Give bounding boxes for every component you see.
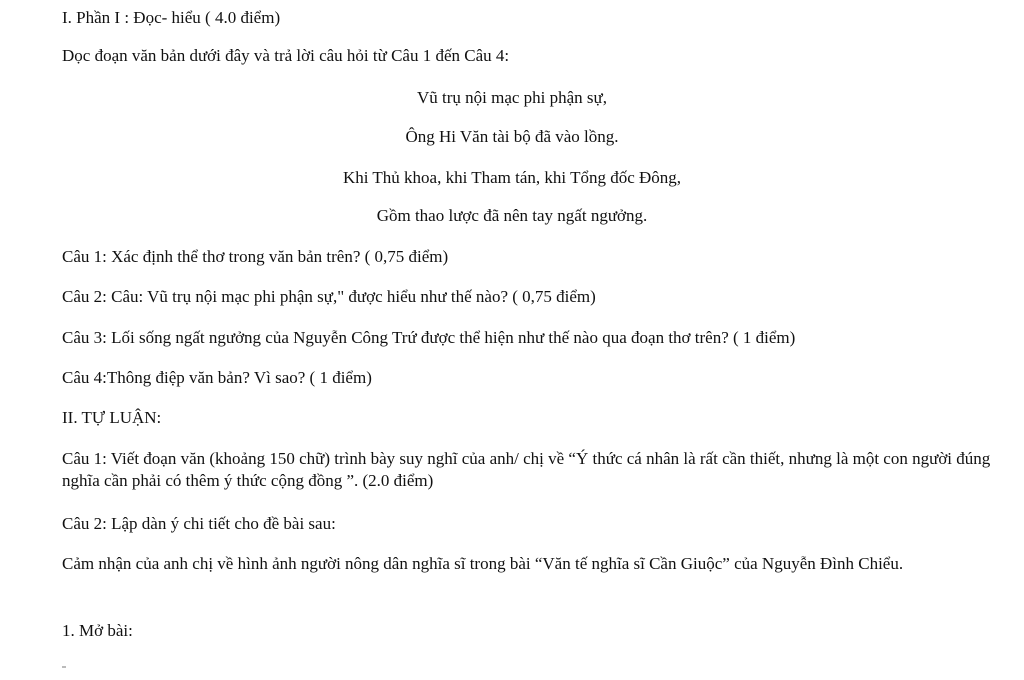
essay-question-2-prompt: Cảm nhận của anh chị về hình ảnh người nông dân nghĩa sĩ trong bài “Văn tế nghĩa sĩ Cần Giuộc” của Nguyễn Đình Chiểu. (62, 554, 904, 573)
essay-question-2: Câu 2: Lập dàn ý chi tiết cho đề bài sau: (62, 514, 336, 533)
reading-instruction: Dọc đoạn văn bản dưới đây và trả lời câu hỏi từ Câu 1 đến Câu 4: (62, 46, 510, 65)
question-3: Câu 3: Lối sống ngất ngưởng của Nguyễn Công Trứ được thể hiện như thế nào qua đoạn thơ trên? ( 1 điểm) (62, 328, 796, 347)
section-1-heading: I. Phần I : Đọc- hiểu ( 4.0 điểm) (62, 8, 281, 27)
poem-line-4: Gồm thao lược đã nên tay ngất ngưởng. (376, 206, 648, 225)
essay-question-1: Câu 1: Viết đoạn văn (khoảng 150 chữ) trình bày suy nghĩ của anh/ chị về “Ý thức cá nhân là rất cần thiết, nhưng là một con người đúng nghĩa cần phải có thêm ý thức cộng đồng ”. (2.0 điểm) (62, 449, 991, 490)
outline-intro-heading: 1. Mở bài: (62, 621, 133, 640)
question-4: Câu 4:Thông điệp văn bản? Vì sao? ( 1 điểm) (62, 368, 372, 387)
scan-artifact-dot (62, 666, 66, 668)
poem-line-2: Ông Hi Văn tài bộ đã vào lồng. (405, 127, 619, 146)
question-1: Câu 1: Xác định thể thơ trong văn bản trên? ( 0,75 điểm) (62, 247, 449, 266)
poem-line-1: Vũ trụ nội mạc phi phận sự, (416, 88, 608, 107)
poem-line-3: Khi Thủ khoa, khi Tham tán, khi Tổng đốc Đông, (342, 168, 682, 187)
section-2-heading: II. TỰ LUẬN: (62, 408, 162, 427)
question-2: Câu 2: Câu: Vũ trụ nội mạc phi phận sự," được hiểu như thế nào? ( 0,75 điểm) (62, 287, 596, 306)
